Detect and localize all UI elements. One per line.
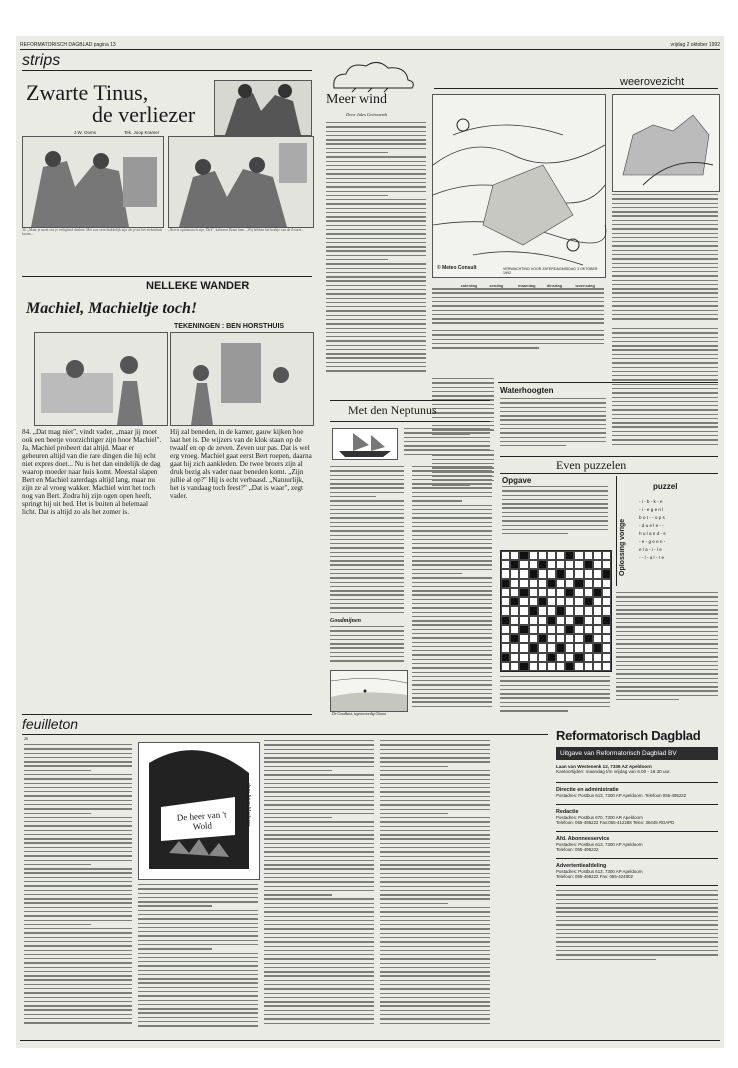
- machiel-panel-right: [170, 332, 314, 426]
- weather-notes: [432, 330, 604, 356]
- goudkust-caption: De Goudkust, tegenwoordig Ghana: [332, 712, 386, 716]
- strip-header-illustration: [214, 80, 312, 136]
- abonneeservice-address: Postadres: Postbus 613, 7300 AP Apeldoorn: [556, 842, 643, 847]
- strip-author: J.W. Ooms: [74, 130, 97, 135]
- feuilleton-column-3: [264, 740, 374, 1034]
- directie-title: Directie en administratie: [556, 787, 619, 793]
- neptunus-title: Met den Neptunus: [348, 403, 437, 417]
- advertentie-phone: Telefoon: 055-495222 Fax: 055-424802: [556, 874, 633, 879]
- waterhoogten-title: Waterhoogten: [500, 386, 554, 395]
- strip-title-line1: Zwarte Tinus,: [26, 80, 149, 105]
- machiel-title: Machiel, Machieltje toch!: [26, 300, 198, 317]
- redactie-address: Postadres: Postbus 670, 7300 AR Apeldoorn: [556, 815, 643, 820]
- strip-panel-left: [22, 136, 164, 228]
- weather-title: Meer wind: [326, 92, 388, 107]
- neptunus-column-1: [330, 466, 404, 616]
- masthead-fine-print: [556, 890, 718, 970]
- directie-address: Postadres: Postbus 613, 7300 AP Apeldoorn. Telefoon 055-495222: [556, 793, 687, 798]
- weather-author: Door Jules Geirnaerdt: [346, 112, 387, 117]
- map-credit: © Meteo Consult: [437, 265, 477, 271]
- advertentie-title: Advertentieafdeling: [556, 863, 607, 869]
- puzzle-solution-box: [616, 476, 719, 586]
- puzzle-label: puzzel: [653, 482, 678, 491]
- puzzle-opgave-label: Opgave: [502, 476, 532, 485]
- puzzle-header: [500, 456, 718, 474]
- redactie-phone: Telefoon: 055-495222 Fax:055-412288 Telex: 36445 RDAPD: [556, 820, 675, 825]
- feuilleton-column-4: [380, 740, 490, 1034]
- abonneeservice-phone: Telefoon: 055-495222: [556, 847, 599, 852]
- crossword-grid[interactable]: [500, 550, 612, 672]
- goudkust-map: [330, 670, 408, 712]
- masthead-address: Laan van Westenenk 12, 7336 AZ Apeldoorn: [556, 764, 652, 769]
- strip-caption-left: 34. „Maar je moet ons je veiligheid denken. Met zou verschrikkelijk zijn als je uit het ziekenhuis kwam...: [22, 228, 162, 237]
- weather-column-3: [432, 450, 494, 494]
- city-temperature-table: [612, 194, 718, 324]
- puzzle-side-text: [616, 592, 718, 712]
- advertentie-address: Postadres: Postbus 613, 7300 AP Apeldoorn: [556, 869, 643, 874]
- machiel-drawing-credit: TEKENINGEN : BEN HORSTHUIS: [174, 323, 285, 330]
- masthead-block: [556, 728, 718, 1028]
- puzzle-solution-grid: - i - b - k - e - i - e g e n l b o t - - o p s - d u e l e - - h u l a n d - s - e - g e e n - e l a - i - l e - - l - a l - r e: [639, 499, 666, 560]
- puzzle-clues: [502, 486, 608, 544]
- strip-title-line2: de verliezer: [92, 102, 196, 127]
- feuilleton-book-author: door Arjan Moderns: [245, 783, 251, 827]
- neptunus-column-2: [412, 466, 492, 716]
- feuilleton-book-title: De heer van 't Wold: [176, 809, 227, 832]
- redactie-title: Redactie: [556, 809, 579, 815]
- neptunus-column-1b: [330, 626, 404, 666]
- city-temperature-table-2: [612, 328, 718, 448]
- weather-article-text: [326, 122, 426, 380]
- section-feuilleton: feuilleton: [22, 716, 79, 732]
- strip-panel-right: [168, 136, 314, 228]
- weather-map: [432, 94, 606, 278]
- europe-map: [612, 94, 720, 192]
- goudmijnen-subhead: Goudmijnen: [330, 618, 362, 624]
- neptunus-ship-illustration: [332, 428, 398, 460]
- puzzle-title: Even puzzelen: [556, 458, 627, 472]
- paper-name: REFORMATORISCH DAGBLAD pagina 13: [20, 42, 116, 48]
- puzzle-bottom-text: [500, 676, 610, 716]
- masthead-title: Reformatorisch Dagblad: [556, 728, 701, 743]
- weather-section-label: weerovezicht: [620, 76, 685, 88]
- feuilleton-column-1: [24, 744, 132, 1034]
- feuilleton-book-cover: [138, 742, 260, 880]
- puzzle-solution-label: Oplossing vorige: [619, 518, 626, 576]
- weather-cloud-illustration: [326, 58, 418, 92]
- neptunus-header: [330, 400, 490, 422]
- machiel-text-right: Hij zal beneden, in de kamer, gauw kijken hoe laat het is. De wijzers van de klok staan op de twaalf en op de zeven. Zeven uur pas. Dat is wel erg vroeg. Machiel gaat eerst Bert roepen, daarna gaat hij zich aankleden. De twee broers zijn al druk bezig als vader naar beneden komt. „Zijn jullie al op?" Hij is echt verbaasd. „Natuurlijk, het is vandaag toch feest?" „Dat is waar", zegt vader.: [170, 428, 312, 500]
- newspaper-page: [16, 36, 724, 1048]
- masthead-publisher: Uitgave van Reformatorisch Dagblad BV: [556, 747, 718, 760]
- masthead-hours: Kantoortijden: maandag t/m vrijdag van 6.00 - 16.30 uur.: [556, 769, 671, 774]
- strip-caption-right: „Niet te optimistisch zijn, Dirk", kalmeert Bram hem. „Wij hebben het boekje van de Zwarte...: [168, 228, 305, 232]
- map-caption: VERWACHTING VOOR ZATERDAGMIDDAG 3 OKTOBER 1992: [503, 267, 598, 275]
- issue-date: vrijdag 2 oktober 1992: [670, 42, 720, 48]
- strip-drawing-credit: Tek. Joop Kramer: [124, 130, 160, 135]
- feuilleton-column-2: [138, 884, 258, 1034]
- weather-forecast-table: zaterdag zondag maandag dinsdag woensdag: [432, 284, 604, 328]
- section-strips: strips: [22, 52, 61, 69]
- machiel-author: NELLEKE WANDER: [146, 280, 250, 292]
- feuilleton-number: 26: [24, 736, 28, 741]
- machiel-text-left: 84. „Dat mag niet", vindt vader, „maar jij moet ook een beetje voorzichtiger zijn hoor Machiel". Ja, Machiel probeert dat altijd. Maar er gebeuren altijd van die rare dingen die hij echt niet expres doet... Nu is het dan eindelijk de dag waarop moeder naar huis komt. Meestal slapen Bert en Machiel zaterdags altijd lang, maar nu zijn ze al vroeg wakker. Machiel wint het toch nog van Bert. Zodra hij zijn ogen open heeft, springt hij uit bed. Het is buiten al helemaal licht. Dat is altijd zo als het zomer is.: [22, 428, 162, 516]
- abonneeservice-title: Afd. Abonneeservice: [556, 836, 610, 842]
- waterhoogten-text: [500, 398, 606, 452]
- machiel-panel-left: [34, 332, 168, 426]
